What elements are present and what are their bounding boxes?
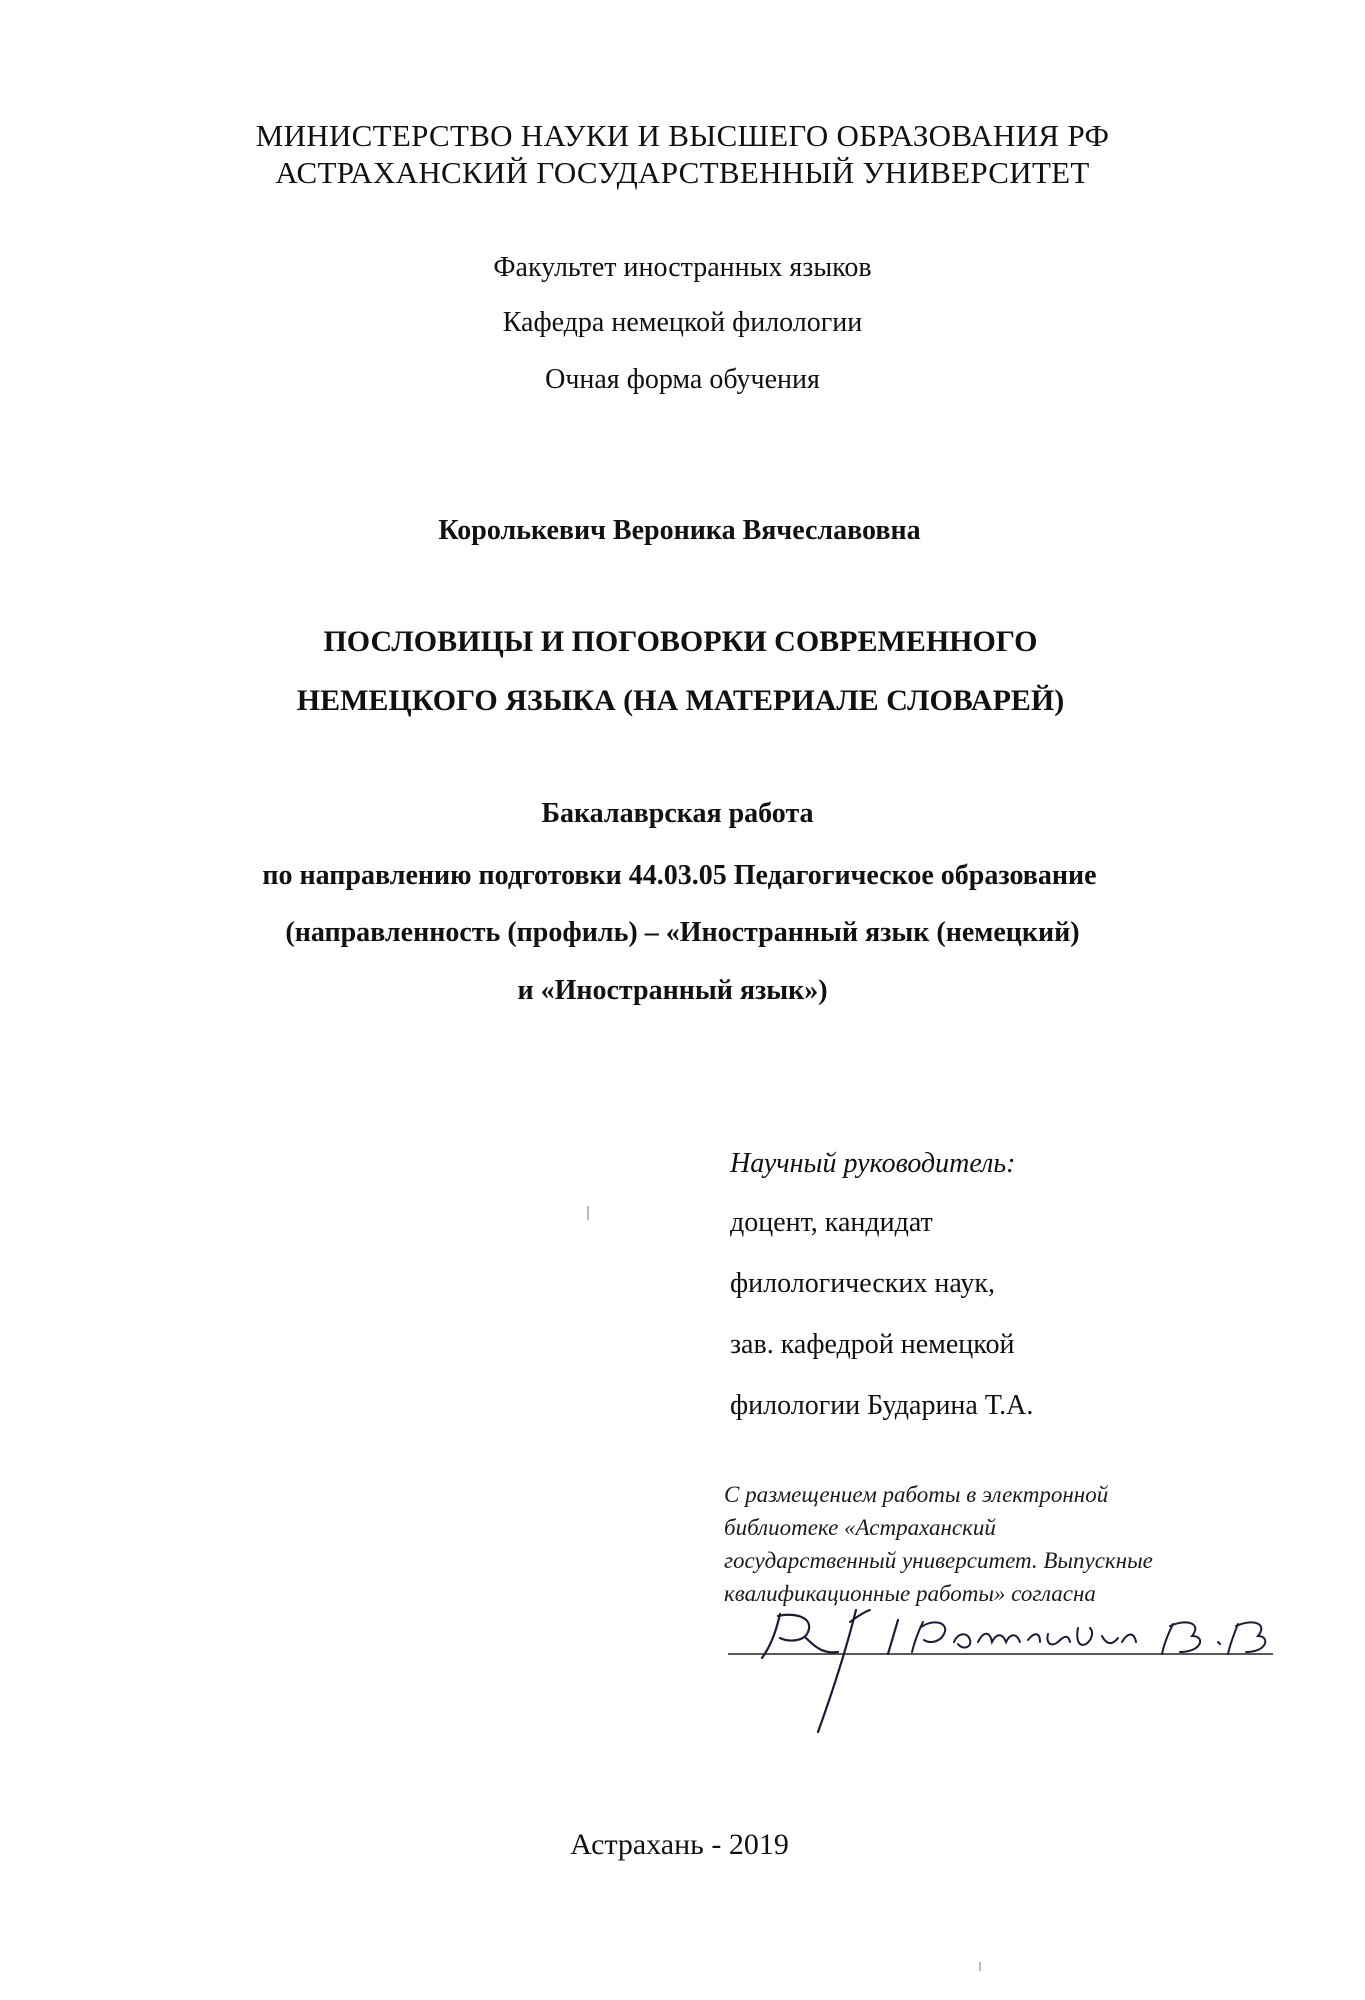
work-profile-line-2: и «Иностранный язык») [517,975,828,1006]
author-name: Королькевич Вероника Вячеславовна [438,515,921,546]
supervisor-heading: Научный руководитель: [730,1148,1016,1179]
work-profile-line-1: (направленность (профиль) – «Иностранный язык (немецкий) [285,917,1080,948]
supervisor-line-1: доцент, кандидат [730,1207,933,1238]
city-year: Астрахань - 2019 [570,1828,789,1861]
consent-line-1: С размещением работы в электронной [724,1482,1109,1507]
faculty-name: Факультет иностранных языков [493,252,872,283]
consent-line-4: квалификационные работы» согласна [724,1581,1096,1606]
thesis-title-line-1: ПОСЛОВИЦЫ И ПОГОВОРКИ СОВРЕМЕННОГО [323,625,1038,658]
study-form: Очная форма обучения [545,364,820,395]
scan-speck [979,1962,981,1971]
supervisor-line-3: зав. кафедрой немецкой [730,1329,1015,1360]
work-direction: по направлению подготовки 44.03.05 Педагогическое образование [262,860,1097,891]
department-name: Кафедра немецкой филологии [502,307,863,338]
scan-speck [587,1206,589,1220]
consent-note [724,1478,1324,1610]
supervisor-line-4: филологии Бударина Т.А. [730,1390,1034,1421]
supervisor-line-2: филологических наук, [730,1268,995,1299]
handwritten-signature [718,1592,1278,1742]
work-type: Бакалаврская работа [541,798,814,829]
consent-line-3: государственный университет. Выпускные [724,1548,1153,1573]
thesis-title-line-2: НЕМЕЦКОГО ЯЗЫКА (НА МАТЕРИАЛЕ СЛОВАРЕЙ) [296,684,1065,717]
consent-line-2: библиотеке «Астраханский [724,1515,996,1540]
ministry-name: МИНИСТЕРСТВО НАУКИ И ВЫСШЕГО ОБРАЗОВАНИЯ РФ [255,118,1110,153]
university-name: АСТРАХАНСКИЙ ГОСУДАРСТВЕННЫЙ УНИВЕРСИТЕТ [275,155,1090,190]
